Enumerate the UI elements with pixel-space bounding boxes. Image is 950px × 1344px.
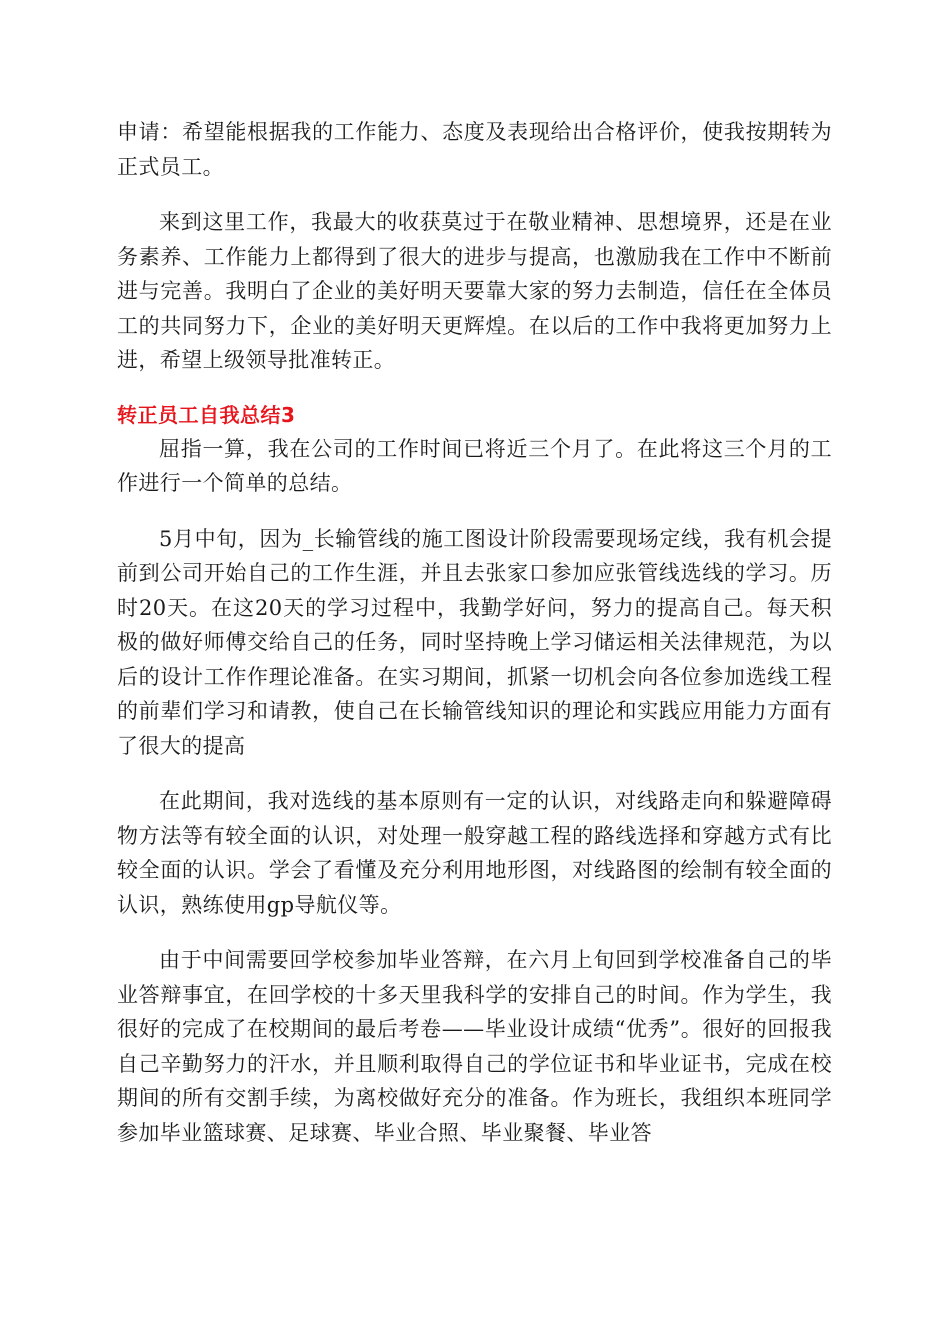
paragraph-graduation: 由于中间需要回学校参加毕业答辩，在六月上旬回到学校准备自己的毕业答辩事宜，在回学校的十多天里我科学的安排自己的时间。作为学生，我很好的完成了在校期间的最后考卷——毕业设计成绩“优秀”。很好的回报我自己辛勤努力的汗水，并且顺利取得自己的学位证书和毕业证书，完成在校期间的所有交割手续，为离校做好充分的准备。作为班长，我组织本班同学参加毕业篮球赛、足球赛、毕业合照、毕业聚餐、毕业答 xyxy=(117,948,832,1145)
paragraph-intro: 屈指一算，我在公司的工作时间已将近三个月了。在此将这三个月的工作进行一个简单的总结。 xyxy=(117,436,832,495)
paragraph-gains: 来到这里工作，我最大的收获莫过于在敬业精神、思想境界，还是在业务素养、工作能力上都得到了很大的进步与提高，也激励我在工作中不断前进与完善。我明白了企业的美好明天要靠大家的努力去制造，信任在全体员工的共同努力下，企业的美好明天更辉煌。在以后的工作中我将更加努力上进，希望上级领导批准转正。 xyxy=(117,210,832,372)
paragraph-route: 在此期间，我对选线的基本原则有一定的认识，对线路走向和躲避障碍物方法等有较全面的认识，对处理一般穿越工程的路线选择和穿越方式有比较全面的认识。学会了看懂及充分利用地形图，对线路图的绘制有较全面的认识，熟练使用gp导航仪等。 xyxy=(117,789,832,917)
paragraph-continuation: 申请：希望能根据我的工作能力、态度及表现给出合格评价，使我按期转为正式员工。 xyxy=(117,120,832,179)
paragraph-may: 5月中旬，因为_长输管线的施工图设计阶段需要现场定线，我有机会提前到公司开始自己的工作生涯，并且去张家口参加应张管线选线的学习。历时20天。在这20天的学习过程中，我勤学好问，努力的提高自己。每天积极的做好师傅交给自己的任务，同时坚持晚上学习储运相关法律规范，为以后的设计工作作理论准备。在实习期间，抓紧一切机会向各位参加选线工程的前辈们学习和请教，使自己在长输管线知识的理论和实践应用能力方面有了很大的提高 xyxy=(117,526,832,758)
section-title: 转正员工自我总结3 xyxy=(117,402,296,427)
